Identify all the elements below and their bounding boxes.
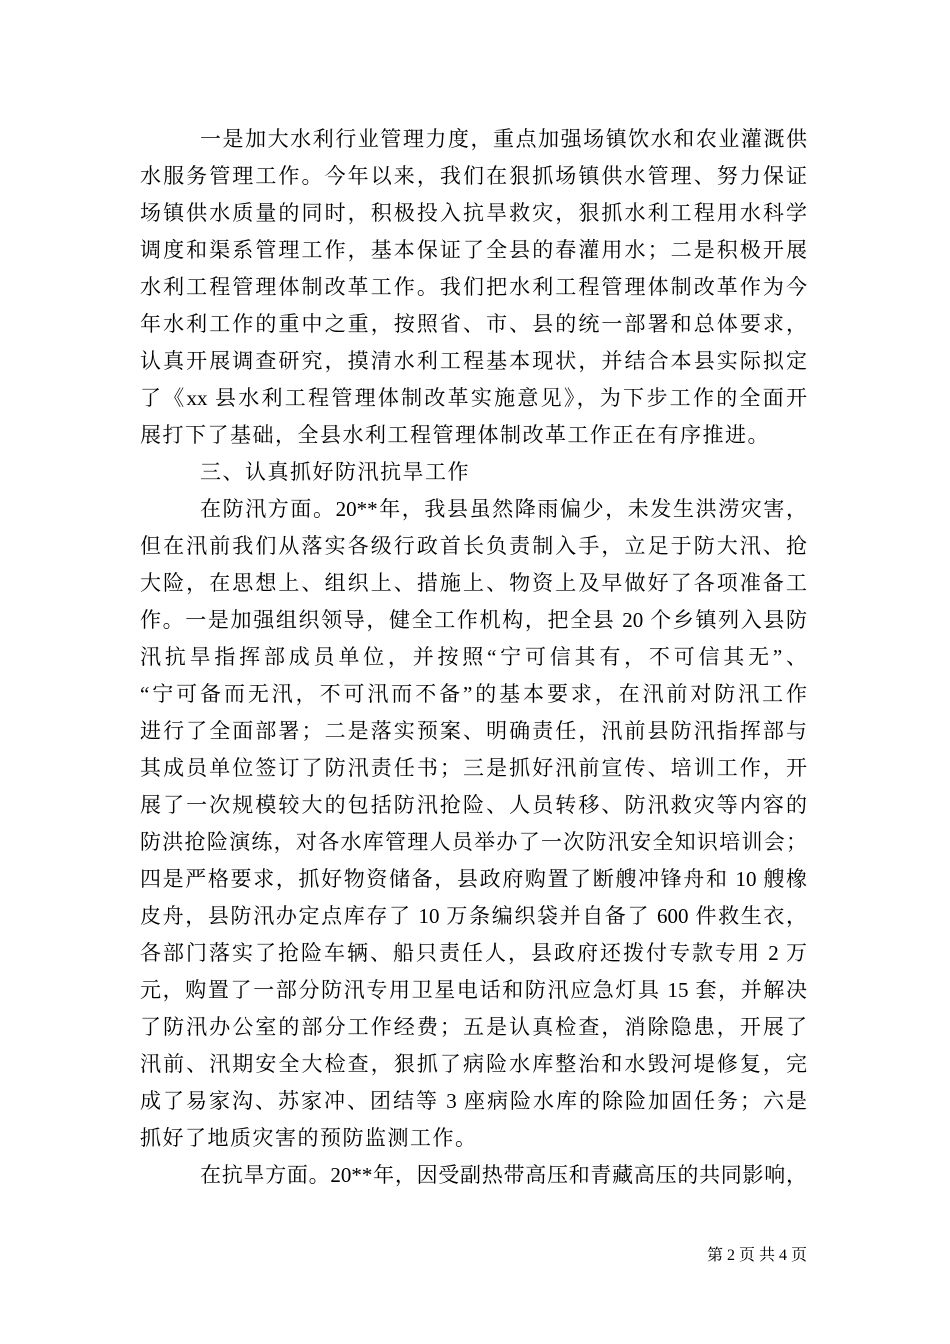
text-line: 在防汛方面。20**年，我县虽然降雨偏少，未发生洪涝灾害， [200,497,807,521]
text-line: 汛抗旱指挥部成员单位，并按照“宁可信其有，不可信其无”、 [140,645,807,669]
text-line: 场镇供水质量的同时，积极投入抗旱救灾，狠抓水利工程用水科学 [140,201,807,225]
text-line: 在抗旱方面。20**年，因受副热带高压和青藏高压的共同影响， [200,1163,807,1187]
text-line: 各部门落实了抢险车辆、船只责任人，县政府还拨付专款专用 2 万 [140,941,807,965]
text-line: 一是加大水利行业管理力度，重点加强场镇饮水和农业灌溉供 [200,127,807,151]
text-line: 水利工程管理体制改革工作。我们把水利工程管理体制改革作为今 [140,275,807,299]
text-line: 展了一次规模较大的包括防汛抢险、人员转移、防汛救灾等内容的 [140,793,807,817]
text-line: 汛前、汛期安全大检查，狠抓了病险水库整治和水毁河堤修复，完 [140,1052,807,1076]
text-line: 四是严格要求，抓好物资储备，县政府购置了断艘冲锋舟和 10 艘橡 [140,867,807,891]
text-line: 皮舟，县防汛办定点库存了 10 万条编织袋并自备了 600 件救生衣， [140,904,807,928]
text-line: 其成员单位签订了防汛责任书；三是抓好汛前宣传、培训工作，开 [140,756,807,780]
text-line: 三、认真抓好防汛抗旱工作 [200,460,470,484]
text-line: 大险，在思想上、组织上、措施上、物资上及早做好了各项准备工 [140,571,807,595]
page-footer [140,1245,807,1267]
text-line: 进行了全面部署；二是落实预案、明确责任，汛前县防汛指挥部与 [140,719,807,743]
page-number: 第 2 页 共 4 页 [706,1247,807,1264]
document-body [140,121,807,1194]
text-line: “宁可备而无汛，不可汛而不备”的基本要求，在汛前对防汛工作 [140,682,807,706]
text-line: 调度和渠系管理工作，基本保证了全县的春灌用水；二是积极开展 [140,238,807,262]
text-line: 了《xx 县水利工程管理体制改革实施意见》，为下步工作的全面开 [140,386,807,410]
text-line: 作。一是加强组织领导，健全工作机构，把全县 20 个乡镇列入县防 [140,608,807,632]
text-line: 了防汛办公室的部分工作经费；五是认真检查，消除隐患，开展了 [140,1015,807,1039]
text-line: 水服务管理工作。今年以来，我们在狠抓场镇供水管理、努力保证 [140,164,807,188]
text-line: 抓好了地质灾害的预防监测工作。 [140,1126,478,1150]
text-line: 年水利工作的重中之重，按照省、市、县的统一部署和总体要求， [140,312,807,336]
text-line: 防洪抢险演练，对各水库管理人员举办了一次防汛安全知识培训会； [140,830,807,854]
text-line: 元，购置了一部分防汛专用卫星电话和防汛应急灯具 15 套，并解决 [140,978,807,1002]
text-line: 认真开展调查研究，摸清水利工程基本现状，并结合本县实际拟定 [140,349,807,373]
text-line: 但在汛前我们从落实各级行政首长负责制入手，立足于防大汛、抢 [140,534,807,558]
text-line: 展打下了基础，全县水利工程管理体制改革工作正在有序推进。 [140,423,770,447]
text-line: 成了易家沟、苏家冲、团结等 3 座病险水库的除险加固任务；六是 [140,1089,807,1113]
